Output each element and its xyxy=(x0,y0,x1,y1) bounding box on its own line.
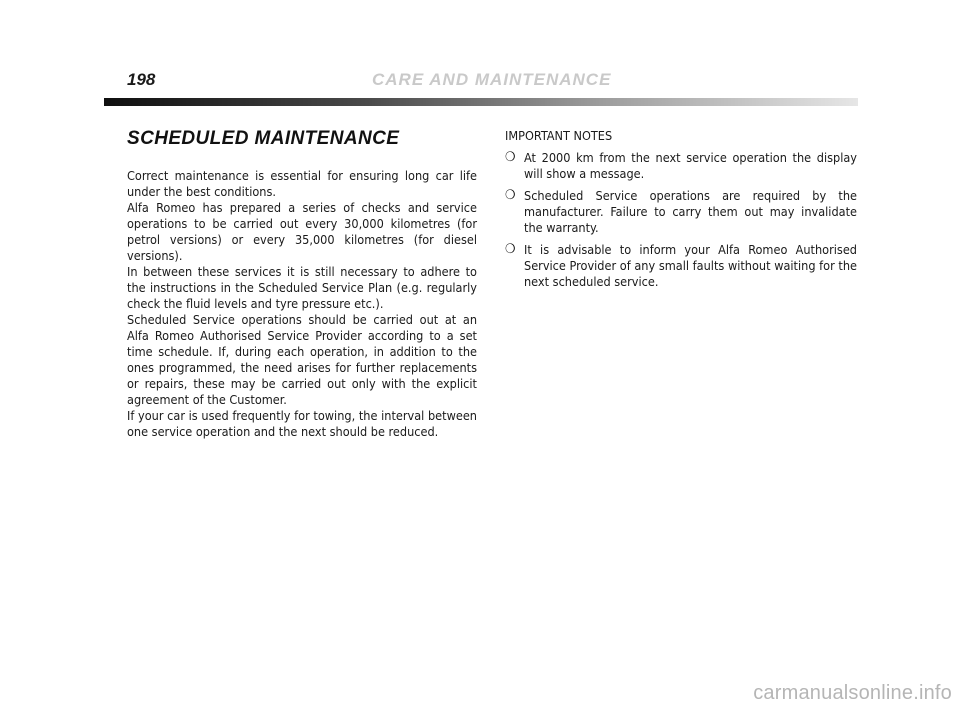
header-rule xyxy=(104,98,858,106)
paragraph: Scheduled Service operations should be carried out at an Alfa Romeo Authorised Service Provider according to a set time schedule. If, during each operation, in addition to the ones programmed, the need arises for further replacements or repairs, these may be carried out only with the explicit agreement of the Customer. xyxy=(127,312,477,407)
hollow-circle-bullet-icon: ❍ xyxy=(505,242,516,257)
note-item xyxy=(505,242,857,290)
note-item xyxy=(505,150,857,182)
hollow-circle-bullet-icon: ❍ xyxy=(505,150,516,165)
left-column xyxy=(127,128,477,440)
paragraph: Alfa Romeo has prepared a series of checks and service operations to be carried out every 30,000 kilometres (for petrol versions) or every 35,000 kilometres (for diesel versions). xyxy=(127,200,477,263)
section-title: SCHEDULED MAINTENANCE xyxy=(127,128,400,149)
watermark: carmanualsonline.info xyxy=(753,682,952,704)
note-text: Scheduled Service operations are required by the manufacturer. Failure to carry them out may invalidate the warranty. xyxy=(524,188,857,235)
note-item xyxy=(505,188,857,236)
note-text: At 2000 km from the next service operation the display will show a message. xyxy=(524,150,857,181)
right-column xyxy=(505,128,857,296)
page-number: 198 xyxy=(127,70,156,89)
hollow-circle-bullet-icon: ❍ xyxy=(505,188,516,203)
body-text xyxy=(127,168,477,440)
paragraph: If your car is used frequently for towing, the interval between one service operation and the next should be reduced. xyxy=(127,408,477,439)
paragraph: Correct maintenance is essential for ensuring long car life under the best conditions. xyxy=(127,168,477,199)
running-head: CARE AND MAINTENANCE xyxy=(372,70,612,89)
notes-heading: IMPORTANT NOTES xyxy=(505,128,613,143)
note-text: It is advisable to inform your Alfa Romeo Authorised Service Provider of any small faults without waiting for the next scheduled service. xyxy=(524,242,857,289)
paragraph: In between these services it is still necessary to adhere to the instructions in the Scheduled Service Plan (e.g. regularly check the fluid levels and tyre pressure etc.). xyxy=(127,264,477,311)
